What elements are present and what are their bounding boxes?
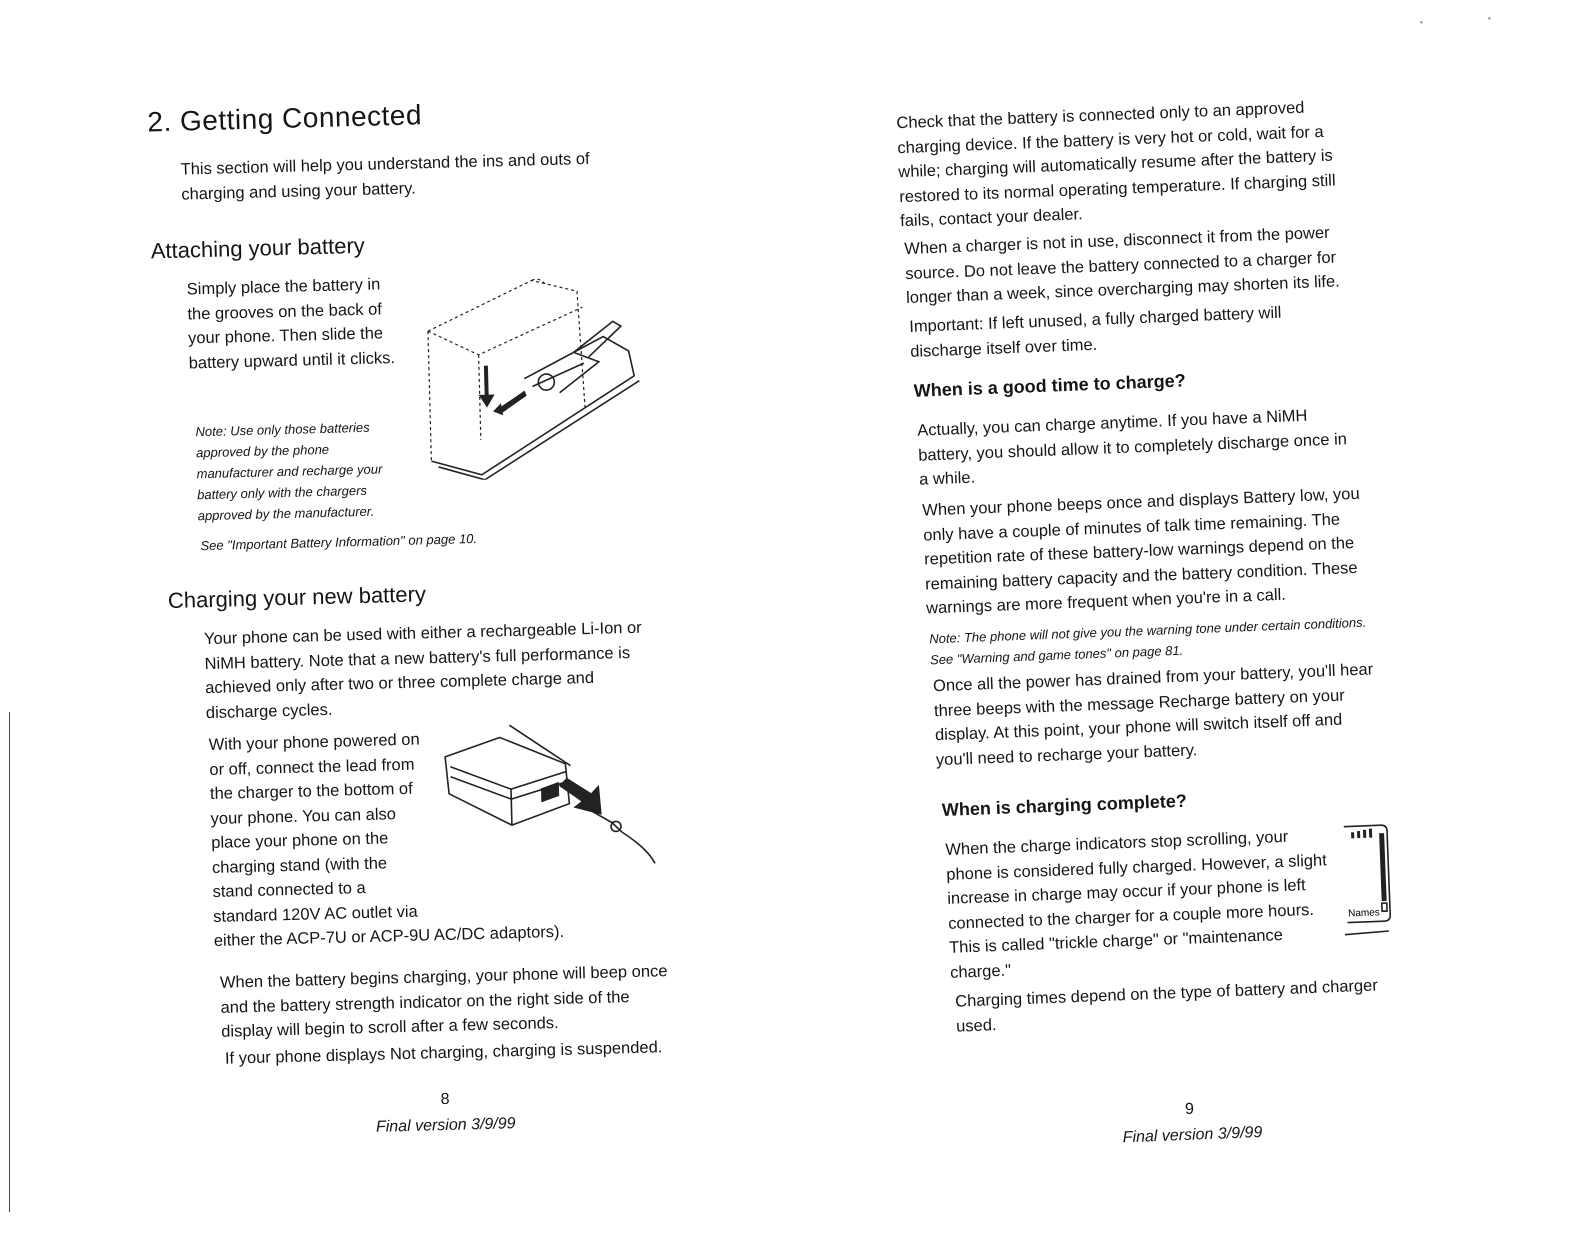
chapter-title: 2. Getting Connected (146, 99, 423, 138)
charging-times-paragraph: Charging times depend on the type of battery and charger used. (954, 976, 1379, 1036)
phone-battery-illustration (411, 265, 656, 481)
battery-low-paragraph: When your phone beeps once and displays Battery low, you only have a couple of minutes of talk time remaining. The repetition rate of these battery-low warnings depend on the remaining battery capacity and the battery condition. These warnings are more frequent when you're in a call. (922, 484, 1360, 618)
right-page (777, 0, 1584, 1239)
battery-indicator-display-illustration (1339, 818, 1414, 941)
display-label: Names (1347, 907, 1381, 920)
version-footer: Final version 3/9/99 (375, 1115, 516, 1136)
charging-intro-paragraph: Your phone can be used with either a rechargeable Li-Ion or NiMH battery. Note that a new battery's full performance is achieved only after two or three complete charge and discharge cycles. (203, 618, 642, 722)
scan-speck: • (1488, 14, 1491, 23)
important-paragraph: Important: If left unused, a fully charged battery will discharge itself over time. (908, 303, 1282, 361)
charging-steps-continued: either the ACP-7U or ACP-9U AC/DC adaptors). (213, 922, 565, 950)
page-number: 8 (440, 1090, 450, 1109)
see-also-reference: See "Important Battery Information" on page 10. (200, 530, 478, 554)
charging-steps-paragraph: With your phone powered on or off, connect the lead from the charger to the bottom of your phone. You can also place your phone on the charging stand (with the stand connected to a standard 120V AC outlet via (208, 730, 420, 926)
not-charging-paragraph: If your phone displays Not charging, charging is suspended. (224, 1038, 663, 1068)
attaching-body: Simply place the battery in the grooves on the back of your phone. Then slide the battery upward until it clicks. (186, 275, 396, 372)
intro-paragraph: This section will help you understand the ins and outs of charging and using your battery. (180, 149, 590, 204)
complete-heading: When is charging complete? (941, 790, 1188, 821)
warning-tone-note: Note: The phone will not give you the warning tone under certain conditions. See "Warning and game tones" on page 81. (929, 614, 1367, 668)
fully-charged-paragraph: When the charge indicators stop scrolling, your phone is considered fully charged. However, a slight increase in charge may occur if your phone is left connected to the charger for a couple more hours. This is called "trickle charge" or "maintenance charge." (945, 827, 1328, 982)
scan-speck: • (1420, 18, 1423, 27)
anytime-paragraph: Actually, you can charge anytime. If you have a NiMH battery, you should allow it to completely discharge once in a while. (916, 406, 1348, 489)
left-page (0, 0, 776, 1234)
disconnect-paragraph: When a charger is not in use, disconnect it from the power source. Do not leave the battery connected to a charger for longer than a week, since overcharging may shorten its life. (903, 223, 1341, 308)
charger-connection-illustration (439, 713, 673, 879)
version-footer: Final version 3/9/99 (1122, 1124, 1263, 1147)
approved-device-paragraph: Check that the battery is connected only to an approved charging device. If the battery is very hot or cold, wait for a while; charging will automatically resume after the battery is restored to its normal operating temperature. If charging still fails, contact your dealer. (896, 98, 1336, 231)
attaching-heading: Attaching your battery (150, 232, 366, 264)
charging-new-heading: Charging your new battery (167, 581, 427, 614)
good-time-heading: When is a good time to charge? (913, 370, 1186, 401)
page-number: 9 (1184, 1100, 1195, 1118)
recharge-battery-paragraph: Once all the power has drained from your battery, you'll hear three beeps with the message Recharge battery on your display. At this point, your phone will switch itself off and you'll need to recharge your battery. (932, 660, 1374, 769)
battery-note: Note: Use only those batteries approved by the phone manufacturer and recharge your battery only with the chargers approved by the manufacturer. (195, 419, 383, 524)
charging-begins-paragraph: When the battery begins charging, your phone will beep once and the battery strength indicator on the right side of the display will begin to scroll after a few seconds. (219, 962, 668, 1041)
